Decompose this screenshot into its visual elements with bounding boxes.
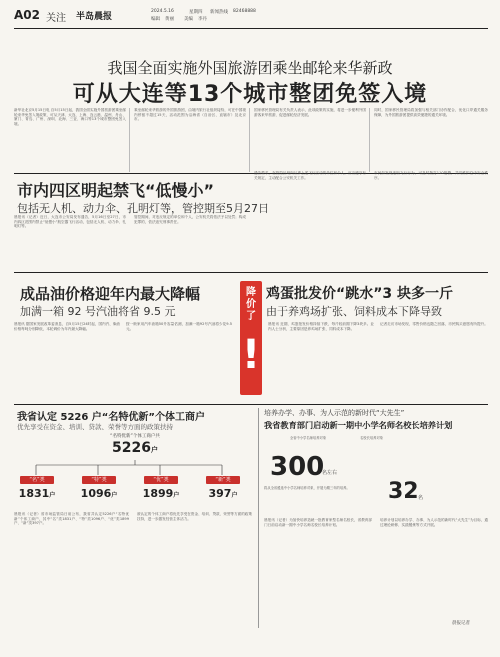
header-divider [14, 28, 488, 29]
paper-name-logo: 半岛晨报 [76, 12, 113, 22]
category-name: “名”类 [20, 476, 54, 484]
exclamation-icon: ! [241, 332, 261, 378]
story2-column: 通告要求，在管控区域内从事上述飞行活动的单位和个人，应当遵守有关规定，主动配合公安机关工作。 [254, 171, 366, 180]
stat1-value: 300 [270, 452, 325, 482]
category-box [138, 476, 184, 508]
stat-caption: 全省中小学名师培养对象 [289, 436, 327, 440]
category-unit: 户 [173, 492, 180, 499]
category-box [200, 476, 246, 508]
stat2-value: 32 [388, 479, 419, 504]
story2-column: 市民如发现违规飞行行为，可及时拨打110报警，共同维护空中安全秩序。 [374, 171, 488, 180]
stat-block [360, 436, 488, 516]
story2-subtitle: 包括无人机、动力伞、孔明灯等，管控期至5月27日 [17, 202, 269, 215]
story5-column: 被认定的个体工商户将优先享受在资金、培训、贷款、荣誉等方面的政策扶持，进一步激发经营主体活力。 [137, 512, 252, 521]
masthead [14, 7, 488, 27]
hotline-label: 新闻热线 [210, 10, 228, 15]
hotline-number: 82468888 [233, 9, 256, 14]
story1-title: 可从大连等13个城市整团免签入境 [72, 82, 428, 107]
story4-column: 记者走访市场发现，零售价格也随之回落，市民购买意愿有所提升。 [380, 322, 488, 326]
category-row [14, 476, 254, 508]
story3-title: 成品油价格迎年内最大降幅 [20, 285, 201, 303]
category-name: “优”类 [144, 476, 178, 484]
proof-label: 美编 [184, 17, 193, 22]
price-drop-badge [240, 281, 262, 395]
story4-subtitle: 由于养鸡场扩张、饲料成本下降导致 [266, 305, 442, 318]
story3-column: 晨报讯 据国家发展改革委消息，自5月15日24时起，国内汽、柴油价格每吨分别降低，本轮调价为年内最大降幅。 [14, 322, 120, 331]
story2-column: 管控期间，对违反规定的单位和个人，公安机关将依法予以处罚；构成犯罪的，依法追究刑事责任。 [134, 215, 246, 224]
badge-text: 降价了 [246, 287, 256, 322]
story4-body [268, 322, 488, 402]
category-name: “新”类 [206, 476, 240, 484]
stat1-unit: 名左右 [322, 470, 338, 476]
business-infographic [14, 434, 254, 510]
story1-column: 同时，国家移民管理局将加强与相关部门协作配合，优化口岸通关服务保障，为外国旅游团提供高效便捷的通关环境。 [374, 108, 488, 117]
section-name: 关注 [46, 13, 66, 24]
stat-block [264, 436, 352, 516]
story-divider [14, 404, 488, 405]
story2-column: 晨报讯（记者）近日，大连市公安局发布通告，5月16日至27日，市内四区范围内禁止“低慢小”航空器飞行活动，包括无人机、动力伞、孔明灯等。 [14, 215, 126, 229]
total-box [104, 434, 166, 462]
total-label: “名特优新”个体工商户共 [110, 434, 160, 439]
category-unit: 户 [111, 492, 118, 499]
story3-subtitle: 加满一箱 92 号汽油将省 9.5 元 [20, 305, 176, 318]
story1-column: 国家移民管理局有关负责人表示，此项政策的实施，将进一步便利外国游客来华旅游，促进邮轮经济发展。 [254, 108, 370, 172]
connector-lines [14, 460, 254, 476]
stat-caption: 将从全省遴选中小学名师培养对象，开展为期三年的培养。 [264, 486, 350, 490]
training-stats [264, 436, 488, 516]
category-value: 397 [208, 487, 232, 500]
category-name: “特”类 [82, 476, 116, 484]
page-number: A02 [14, 8, 40, 22]
story6-column: 晨报讯（记者）为加快培养造就一批教育家型名师名校长，省教育部门日前启动新一期中小学名师名校长培养计划。 [264, 518, 372, 527]
column-divider [258, 408, 259, 628]
category-value: 1831 [18, 487, 50, 500]
byline: 晨报记者 [452, 621, 470, 626]
story4-column: 晨报讯 近期，鸡蛋批发价格持续下跌，每斤较前期下降3块多。业内人士分析，主要原因是养鸡场扩张、饲料成本下降。 [268, 322, 374, 331]
issue-date: 2024.5.16 [151, 9, 174, 14]
stat2-unit: 名 [418, 495, 424, 501]
story1-kicker: 我国全面实施外国旅游团乘坐邮轮来华新政 [107, 59, 393, 77]
story1-body [14, 108, 488, 172]
story3-body [14, 322, 232, 402]
story5-subtitle: 优先享受在资金、培训、贷款、荣誉等方面的政策扶持 [17, 423, 173, 431]
story-divider [14, 272, 488, 273]
story5-body [14, 512, 254, 628]
category-box [76, 476, 122, 508]
total-value: 5226 [112, 440, 151, 456]
story1-column: 新华社北京5月15日电 自5月15日起，我国全面实施外国旅游团乘坐邮轮来华免签入境政策，可从天津、大连、上海、连云港、温州、舟山、厦门、青岛、广州、深圳、北海、三亚、海口等13个城市整团免签入境。 [14, 108, 130, 172]
story5-title: 我省认定 5226 户“名特优新”个体工商户 [17, 412, 205, 423]
editor-label: 编辑 [151, 17, 160, 22]
story6-title: 我省教育部门启动新一期中小学名师名校长培养计划 [264, 420, 453, 430]
category-value: 1899 [142, 487, 174, 500]
editor-name: 黄丽 [165, 17, 174, 22]
story1-column: 乘坐邮轮来华旅游的外国旅游团，由境内旅行社组织接待，可在中国境内停留不超过15天，活动范围为沿海省（自治区、直辖市）及北京市。 [134, 108, 250, 172]
story2-title: 市内四区明起禁飞“低慢小” [17, 181, 215, 200]
category-value: 1096 [80, 487, 112, 500]
story4-title: 鸡蛋批发价“跳水”3 块多一斤 [266, 286, 454, 302]
stat-caption: 名校长培养对象 [360, 436, 384, 440]
category-unit: 户 [231, 492, 238, 499]
story6-kicker: 培养办学、办事、为人示范的新时代“大先生” [264, 409, 405, 417]
story5-column: 晨报讯（记者）省市场监管局日前公布，我省共认定5226户“名特优新”个体工商户，其中“名”类1831户、“特”类1096户、“优”类1899户、“新”类397户。 [14, 512, 129, 526]
issue-weekday: 星期四 [189, 10, 203, 15]
total-unit: 户 [150, 446, 158, 454]
category-unit: 户 [49, 492, 56, 499]
proof-name: 李丹 [198, 17, 207, 22]
category-box [14, 476, 60, 508]
story3-column: 按一般家用汽车油箱50升容量估测，加满一箱92号汽油将少花9.5元。 [126, 322, 232, 331]
story6-column: 培养计划以培养办学、办事、为人示范的新时代“大先生”为目标，通过理论研修、实践锻炼等方式开展。 [380, 518, 488, 527]
story6-body [264, 518, 488, 628]
